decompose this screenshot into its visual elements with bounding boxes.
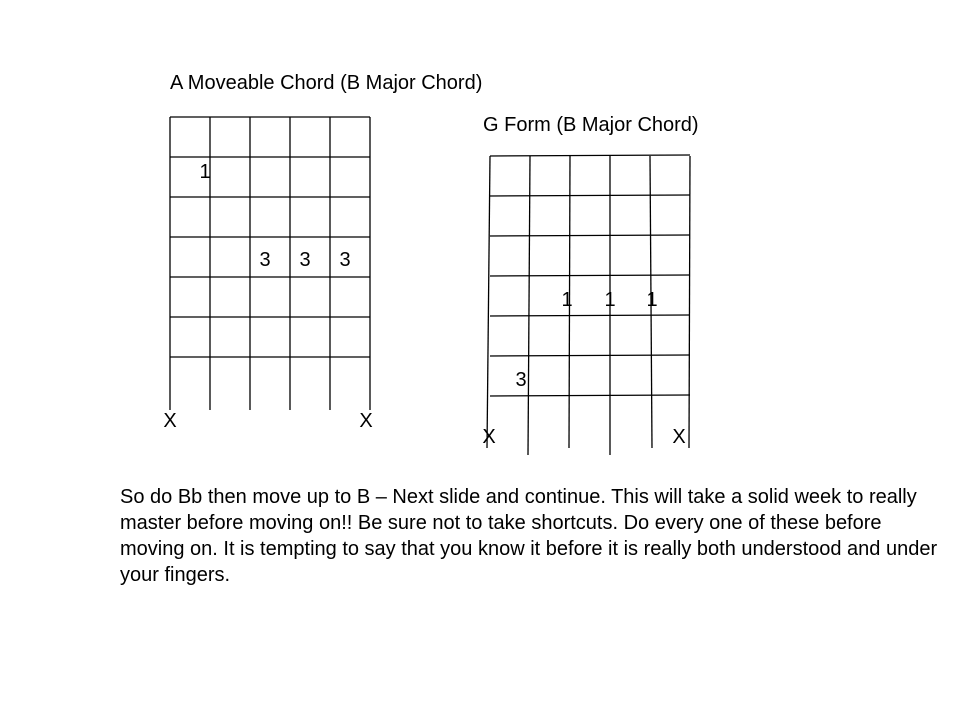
fret-line [490, 275, 690, 276]
left-finger-mark: 1 [199, 161, 211, 183]
fret-line [490, 355, 690, 356]
fret-line [490, 235, 690, 236]
right-finger-mark: 1 [646, 289, 658, 311]
fret-line [490, 395, 690, 396]
right-chord-title: G Form (B Major Chord) [483, 114, 699, 136]
right-fretboard-grid [487, 155, 690, 455]
left-finger-mark: 3 [259, 249, 271, 271]
right-muted-mark: X [672, 426, 686, 448]
fret-line [490, 315, 690, 316]
right-finger-mark: 3 [515, 369, 527, 391]
right-finger-mark: 1 [561, 289, 573, 311]
left-muted-mark: X [359, 410, 373, 432]
string-line [689, 156, 690, 448]
string-line [528, 156, 530, 455]
right-muted-mark: X [482, 426, 496, 448]
fret-line [490, 195, 690, 196]
string-line [487, 156, 490, 448]
left-muted-mark: X [163, 410, 177, 432]
left-finger-mark: 3 [339, 249, 351, 271]
left-finger-mark: 3 [299, 249, 311, 271]
fret-line [490, 155, 690, 156]
left-chord-title: A Moveable Chord (B Major Chord) [170, 72, 483, 94]
instruction-text: So do Bb then move up to B – Next slide and continue. This will take a solid week to really master before moving on!! Be sure not to take shortcuts. Do every one of these before moving on. It is tempting to say that you know it before it is really both understood and under your fingers. [120, 486, 938, 586]
right-finger-mark: 1 [604, 289, 616, 311]
